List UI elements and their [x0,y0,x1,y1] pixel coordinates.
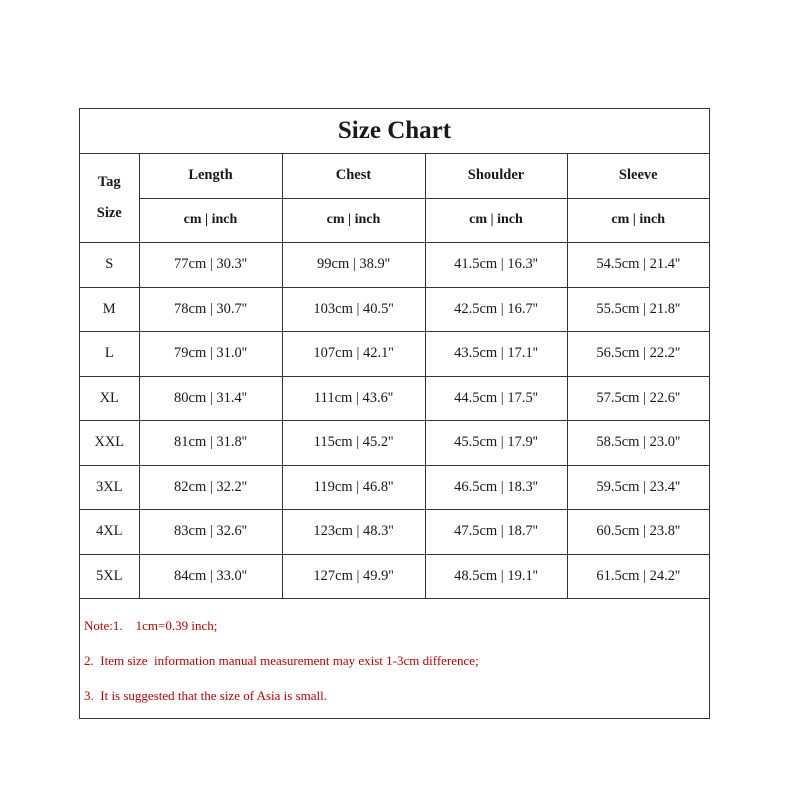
measurement-cell: 42.5cm | 16.7'' [425,287,567,332]
note-2: 2. Item size information manual measurement may exist 1-3cm difference; [84,653,479,668]
column-header-sleeve: Sleeve [567,154,709,198]
unit-label: cm | inch [139,198,282,243]
measurement-cell: 44.5cm | 17.5'' [425,376,567,421]
measurement-cell: 82cm | 32.2'' [139,465,282,510]
size-cell: 3XL [80,465,139,510]
tag-label: Tag [97,174,121,190]
measurement-cell: 60.5cm | 23.8'' [567,510,709,555]
measurement-cell: 103cm | 40.5'' [282,287,425,332]
table-row [80,510,709,555]
table-row [80,465,709,510]
chart-title: Size Chart [80,109,709,154]
size-cell: S [80,243,139,288]
measurement-cell: 41.5cm | 16.3'' [425,243,567,288]
note-3: 3. It is suggested that the size of Asia is small. [84,688,327,703]
measurement-cell: 123cm | 48.3'' [282,510,425,555]
measurement-cell: 83cm | 32.6'' [139,510,282,555]
measurement-cell: 99cm | 38.9'' [282,243,425,288]
measurement-cell: 54.5cm | 21.4'' [567,243,709,288]
measurement-cell: 78cm | 30.7'' [139,287,282,332]
measurement-cell: 79cm | 31.0'' [139,332,282,377]
size-label: Size [96,205,122,221]
measurement-cell: 77cm | 30.3'' [139,243,282,288]
measurement-cell: 115cm | 45.2'' [282,421,425,466]
table-row [80,554,709,599]
header-row [80,154,709,198]
measurement-cell: 48.5cm | 19.1'' [425,554,567,599]
measurement-cell: 57.5cm | 22.6'' [567,376,709,421]
table-row [80,376,709,421]
note-1: Note:1. 1cm=0.39 inch; [84,618,218,633]
measurement-cell: 45.5cm | 17.9'' [425,421,567,466]
measurement-cell: 119cm | 46.8'' [282,465,425,510]
size-cell: XXL [80,421,139,466]
size-cell: L [80,332,139,377]
unit-label: cm | inch [425,198,567,243]
size-cell: XL [80,376,139,421]
measurement-cell: 55.5cm | 21.8'' [567,287,709,332]
measurement-cell: 56.5cm | 22.2'' [567,332,709,377]
measurement-cell: 43.5cm | 17.1'' [425,332,567,377]
unit-label: cm | inch [282,198,425,243]
measurement-cell: 84cm | 33.0'' [139,554,282,599]
column-header-shoulder: Shoulder [425,154,567,198]
tag-size-header [80,154,139,243]
measurement-cell: 59.5cm | 23.4'' [567,465,709,510]
unit-label: cm | inch [567,198,709,243]
unit-row [80,198,709,243]
measurement-cell: 61.5cm | 24.2'' [567,554,709,599]
table-row [80,287,709,332]
size-cell: 5XL [80,554,139,599]
table-row [80,243,709,288]
measurement-cell: 127cm | 49.9'' [282,554,425,599]
measurement-cell: 80cm | 31.4'' [139,376,282,421]
measurement-cell: 107cm | 42.1'' [282,332,425,377]
size-table [80,154,709,599]
measurement-cell: 46.5cm | 18.3'' [425,465,567,510]
size-cell: 4XL [80,510,139,555]
column-header-chest: Chest [282,154,425,198]
measurement-cell: 47.5cm | 18.7'' [425,510,567,555]
size-chart [79,108,710,719]
column-header-length: Length [139,154,282,198]
table-row [80,421,709,466]
table-row [80,332,709,377]
measurement-cell: 111cm | 43.6'' [282,376,425,421]
measurement-cell: 81cm | 31.8'' [139,421,282,466]
measurement-cell: 58.5cm | 23.0'' [567,421,709,466]
size-cell: M [80,287,139,332]
notes-section [80,599,709,714]
